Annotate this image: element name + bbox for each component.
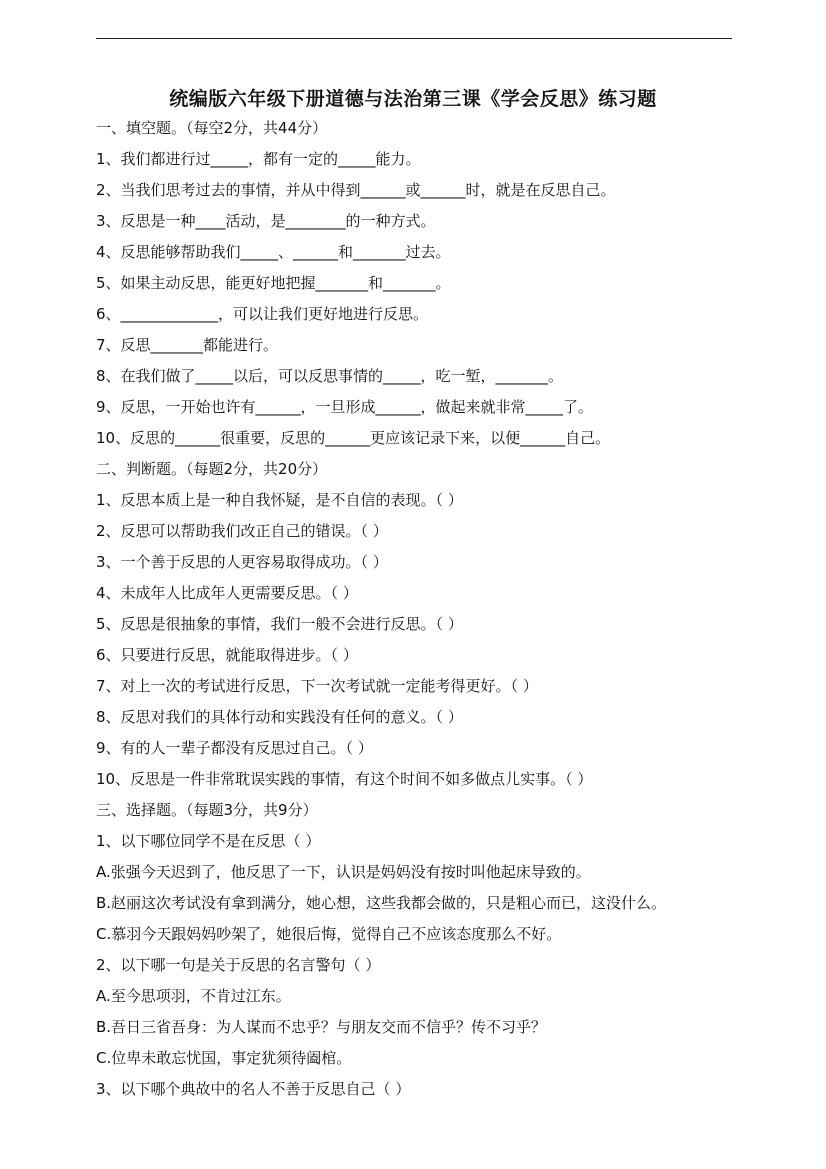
question-item: 4、反思能够帮助我们_____、______和_______过去。 xyxy=(96,243,451,261)
section-heading: 二、判断题。（每题2分，共20分） xyxy=(96,460,328,478)
question-item: 5、反思是很抽象的事情，我们一般不会进行反思。（ ） xyxy=(96,615,463,633)
question-item: 7、对上一次的考试进行反思，下一次考试就一定能考得更好。（ ） xyxy=(96,677,538,695)
question-item: 9、有的人一辈子都没有反思过自己。（ ） xyxy=(96,739,373,757)
question-item: 8、在我们做了_____以后，可以反思事情的_____，吃一堑，_______。 xyxy=(96,367,564,385)
question-item: 3、以下哪个典故中的名人不善于反思自己（ ） xyxy=(96,1080,411,1098)
answer-option: C.慕羽今天跟妈妈吵架了，她很后悔，觉得自己不应该态度那么不好。 xyxy=(96,925,562,943)
question-list xyxy=(96,117,756,1109)
question-item: 3、反思是一种____活动，是________的一种方式。 xyxy=(96,212,436,230)
section-heading: 三、选择题。（每题3分，共9分） xyxy=(96,801,318,819)
answer-option: B.吾日三省吾身：为人谋而不忠乎？与朋友交而不信乎？传不习乎？ xyxy=(96,1018,547,1036)
question-item: 5、如果主动反思，能更好地把握_______和_______。 xyxy=(96,274,451,292)
question-item: 10、反思的______很重要，反思的______更应该记录下来，以便______自己。 xyxy=(96,429,611,447)
question-item: 10、反思是一件非常耽误实践的事情，有这个时间不如多做点儿实事。（ ） xyxy=(96,770,593,788)
question-item: 1、以下哪位同学不是在反思（ ） xyxy=(96,832,321,850)
question-item: 6、只要进行反思，就能取得进步。（ ） xyxy=(96,646,358,664)
question-item: 8、反思对我们的具体行动和实践没有任何的意义。（ ） xyxy=(96,708,463,726)
answer-option: A.张强今天迟到了，他反思了一下，认识是妈妈没有按时叫他起床导致的。 xyxy=(96,863,591,881)
question-item: 1、我们都进行过_____，都有一定的_____能力。 xyxy=(96,150,421,168)
question-item: 2、以下哪一句是关于反思的名言警句（ ） xyxy=(96,956,381,974)
document-title: 统编版六年级下册道德与法治第三课《学会反思》练习题 xyxy=(169,88,657,110)
question-item: 6、_____________，可以让我们更好地进行反思。 xyxy=(96,305,429,323)
answer-option: C.位卑未敢忘忧国，事定犹须待阖棺。 xyxy=(96,1049,352,1067)
question-item: 1、反思本质上是一种自我怀疑，是不自信的表现。（ ） xyxy=(96,491,463,509)
answer-option: B.赵丽这次考试没有拿到满分，她心想，这些我都会做的，只是粗心而已，这没什么。 xyxy=(96,894,667,912)
question-item: 2、当我们思考过去的事情，并从中得到______或______时，就是在反思自己。 xyxy=(96,181,616,199)
question-item: 4、未成年人比成年人更需要反思。（ ） xyxy=(96,584,358,602)
header-rule xyxy=(96,38,732,39)
section-heading: 一、填空题。（每空2分，共44分） xyxy=(96,119,328,137)
question-item: 2、反思可以帮助我们改正自己的错误。（ ） xyxy=(96,522,388,540)
question-item: 7、反思_______都能进行。 xyxy=(96,336,279,354)
question-item: 9、反思，一开始也许有______，一旦形成______，做起来就非常_____了。 xyxy=(96,398,594,416)
question-item: 3、一个善于反思的人更容易取得成功。（ ） xyxy=(96,553,388,571)
answer-option: A.至今思项羽，不肯过江东。 xyxy=(96,987,291,1005)
